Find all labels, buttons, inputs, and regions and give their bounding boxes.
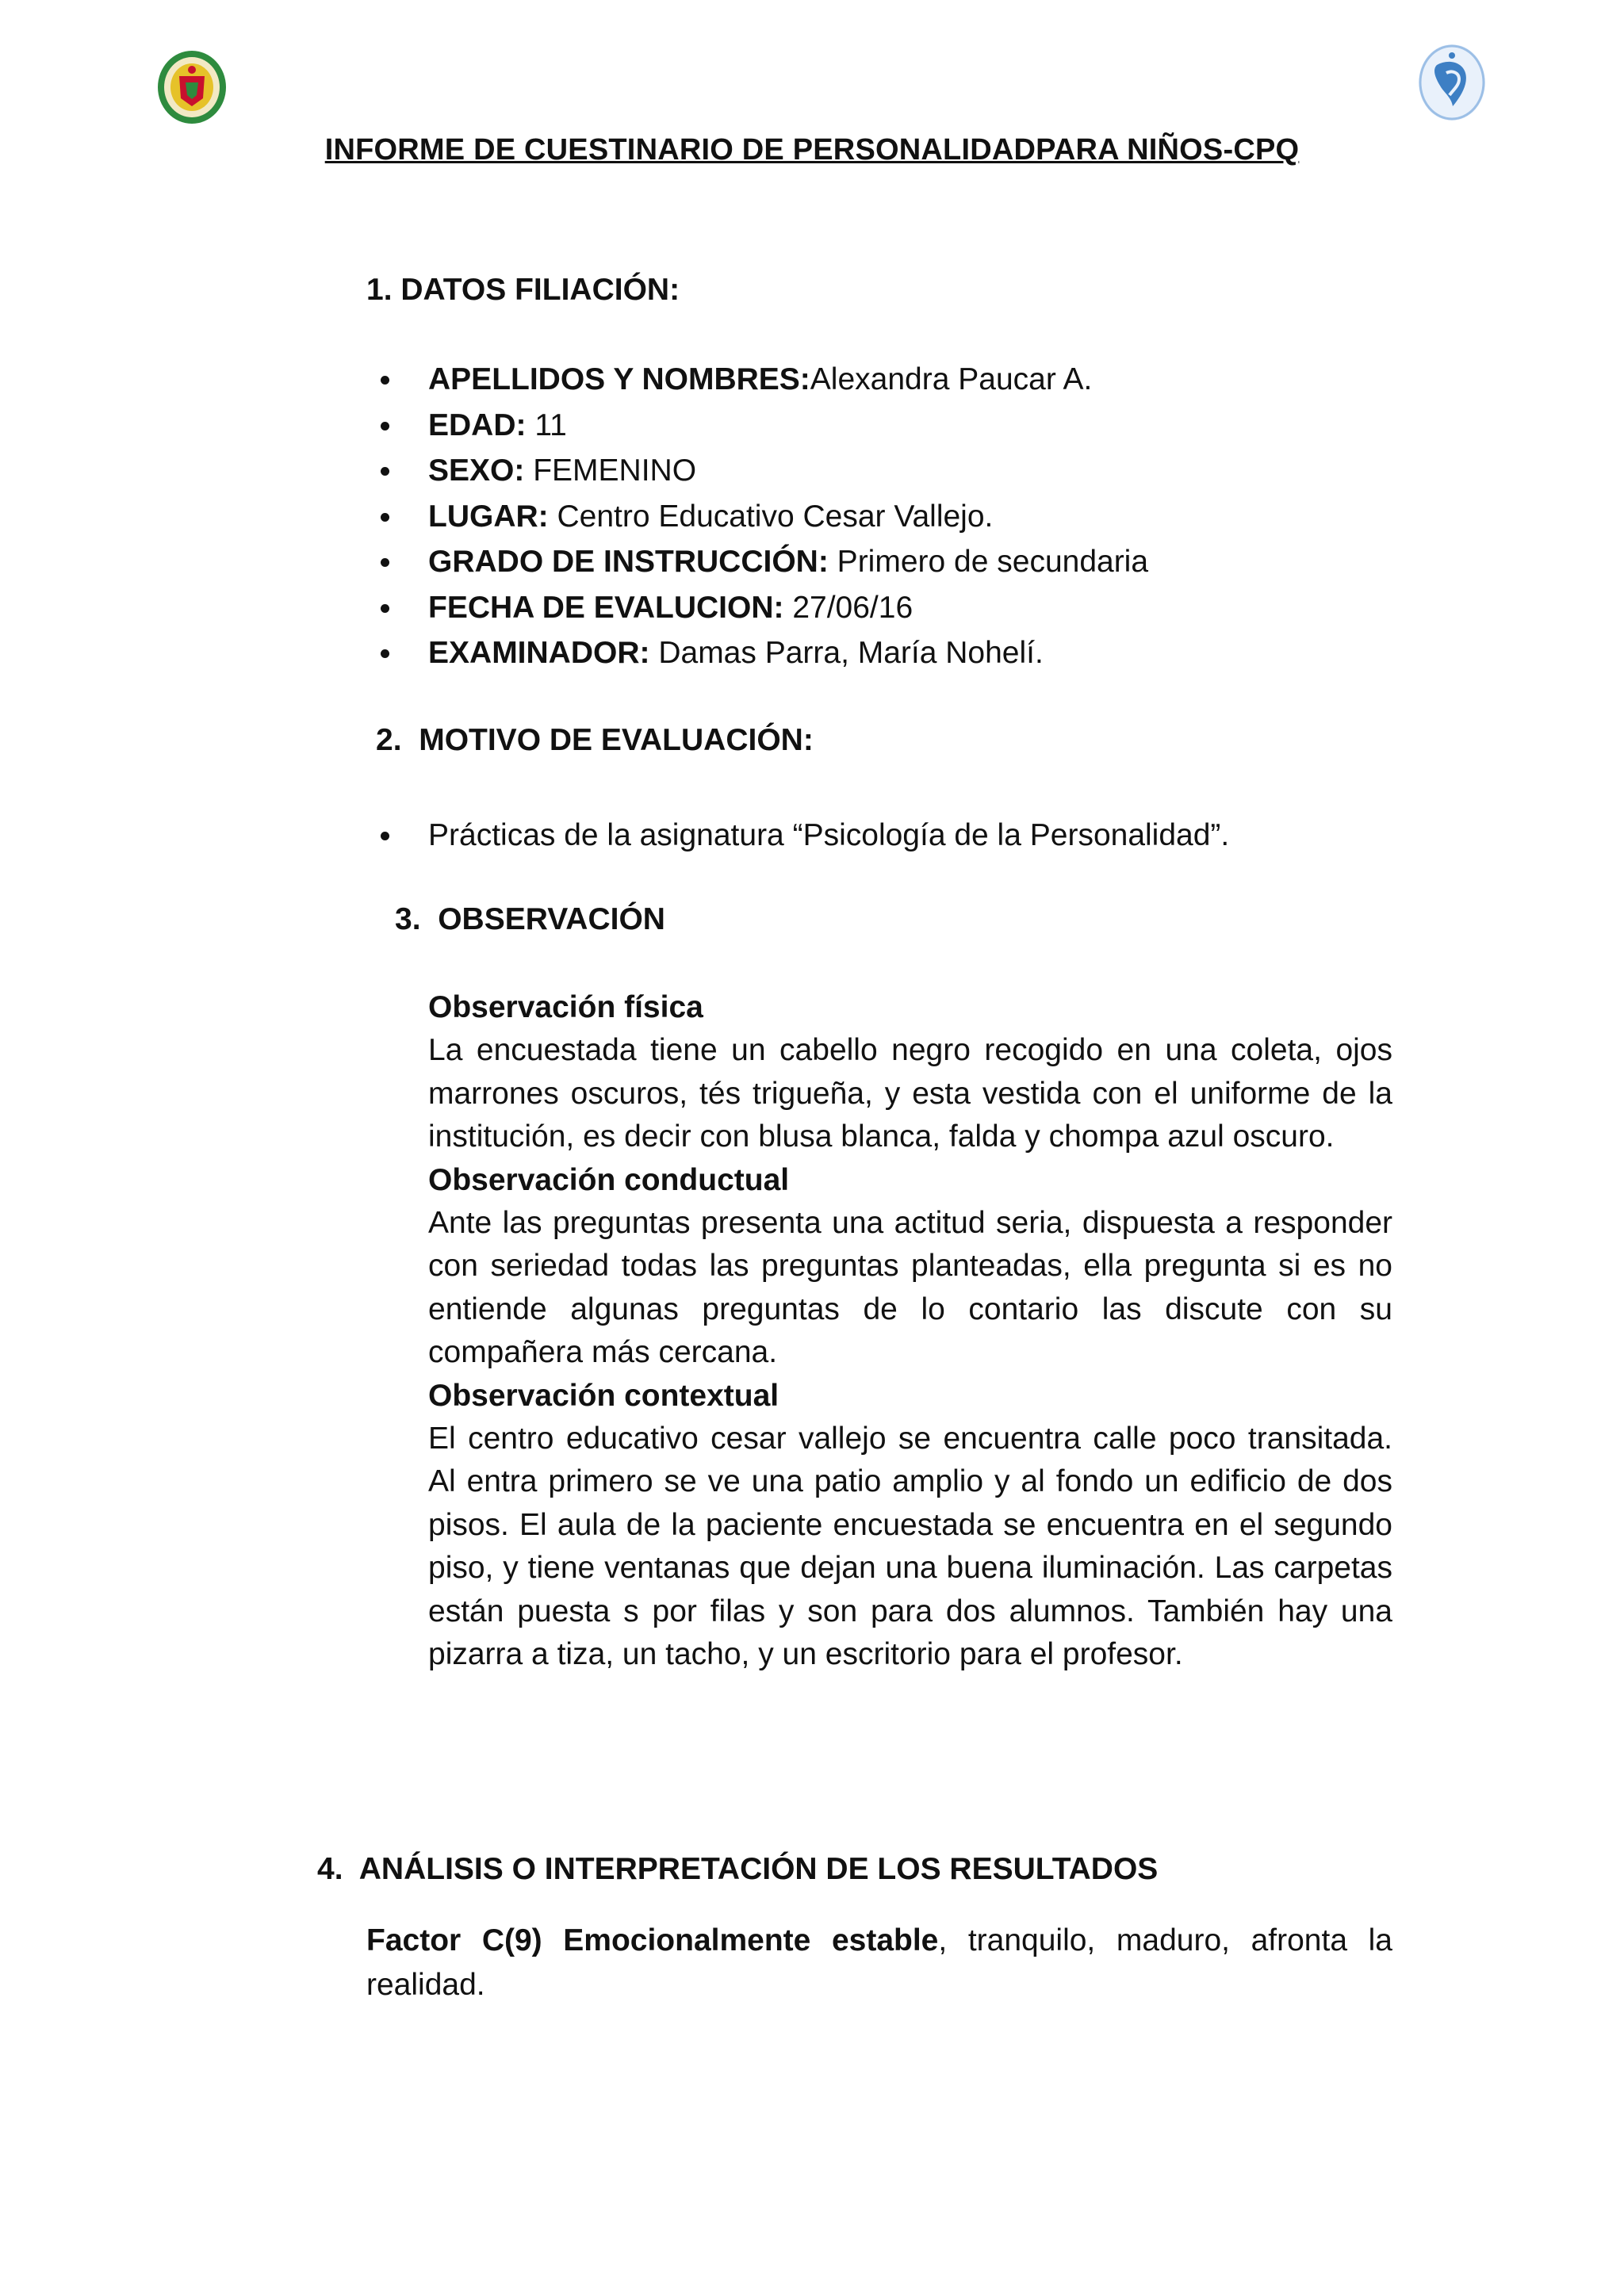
field-label: EDAD: [428,408,527,442]
psychology-seal-icon [1416,41,1488,124]
section-1-number: 1. [366,273,393,307]
analysis-paragraph [366,1919,1392,2007]
observation-conductual-text: Ante las preguntas presenta una actitud seria, dispuesta a responder con seriedad todas las preguntas planteadas, ella pregunta si es no entiende algunas preguntas de lo contario las discute con su compañera más cercana. [428,1205,1392,1369]
field-value: 11 [526,408,567,442]
section-3-number: 3. [395,902,421,936]
field-label: LUGAR: [428,499,549,534]
motivo-text: Prácticas de la asignatura “Psicología de la Personalidad”. [428,818,1230,852]
field-label: SEXO: [428,453,525,488]
observation-block [428,986,1392,1677]
observation-contextual-title: Observación contextual [428,1378,779,1413]
section-3-heading [395,902,665,937]
observation-contextual-text: El centro educativo cesar vallejo se encuentra calle poco transitada. Al entra primero se ve una patio amplio y al fondo un edificio de dos pisos. El aula de la paciente encuestada se encuentra en el segundo piso, y tiene ventanas que dejan una buena iluminación. Las carpetas están puesta s por filas y son para dos alumnos. También hay una pizarra a tiza, un tacho, y un escritorio para el profesor. [428,1421,1392,1671]
observation-fisica-text: La encuestada tiene un cabello negro recogido en una coleta, ojos marrones oscuros, tés trigueña, y esta vestida con el uniforme de la institución, es decir con blusa blanca, falda y chompa azul oscuro. [428,1033,1392,1154]
motivo-list [377,813,1229,859]
observation-fisica-title: Observación física [428,990,703,1024]
section-1-heading [366,273,680,308]
field-value: 27/06/16 [783,590,914,625]
list-item [377,630,1148,676]
datos-filiacion-list [377,357,1148,676]
field-label: EXAMINADOR: [428,636,650,670]
factor-text: , tranquilo, maduro, afronta la realidad. [366,1923,1392,2002]
section-2-heading [376,723,814,758]
document-title: INFORME DE CUESTINARIO DE PERSONALIDADPARA NIÑOS-CPQ [324,133,1300,166]
section-4-heading [317,1852,1158,1887]
list-item [377,539,1148,585]
section-2-number: 2. [376,723,402,757]
university-seal-icon [155,48,228,127]
list-item [377,585,1148,631]
section-4-title: ANÁLISIS O INTERPRETACIÓN DE LOS RESULTADOS [358,1852,1159,1886]
list-item [377,403,1148,449]
section-1-title: DATOS FILIACIÓN: [400,273,680,307]
field-label: FECHA DE EVALUCION: [428,590,784,625]
list-item [377,813,1229,859]
field-value: Centro Educativo Cesar Vallejo. [548,499,994,534]
observation-conductual-title: Observación conductual [428,1162,790,1197]
field-label: GRADO DE INSTRUCCIÓN: [428,545,829,579]
section-4-number: 4. [317,1852,343,1886]
list-item [377,357,1148,403]
field-value: Damas Parra, María Nohelí. [649,636,1044,670]
factor-label: Factor C(9) Emocionalmente estable [366,1923,939,1957]
list-item [377,448,1148,494]
field-value: Primero de secundaria [828,545,1149,579]
field-value: Alexandra Paucar A. [810,362,1093,396]
field-label: APELLIDOS Y NOMBRES: [428,362,810,396]
list-item [377,494,1148,540]
section-2-title: MOTIVO DE EVALUACIÓN: [419,723,814,757]
field-value: FEMENINO [524,453,697,488]
section-3-title: OBSERVACIÓN [438,902,665,936]
